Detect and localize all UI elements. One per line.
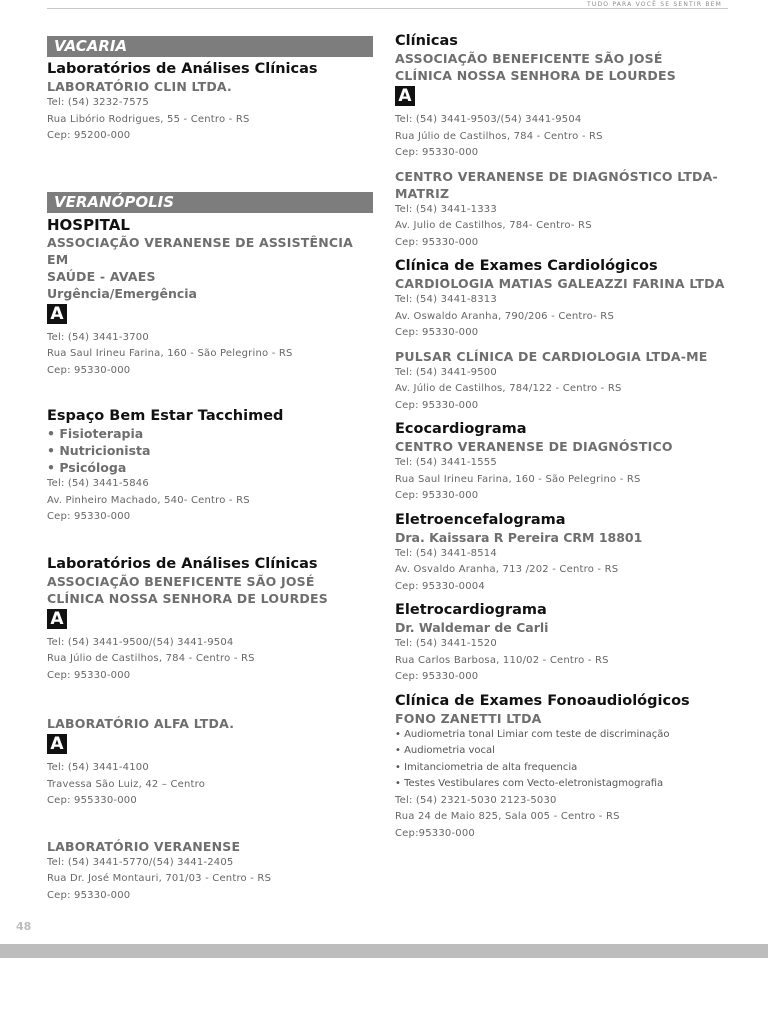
address: Rua Saul Irineu Farina, 160 - São Pelegrino - RS [395, 473, 641, 485]
provider-name: ASSOCIAÇÃO BENEFICENTE SÃO JOSÉ [47, 573, 315, 589]
service-item: • Nutricionista [47, 443, 151, 458]
accreditation-badge-icon: A [47, 734, 67, 754]
address: Av. Júlio de Castilhos, 784/122 - Centro - RS [395, 383, 622, 394]
accreditation-badge-icon: A [47, 609, 67, 629]
provider-name: CARDIOLOGIA MATIAS GALEAZZI FARINA LTDA [395, 276, 725, 291]
service-item: • Psicóloga [47, 460, 127, 475]
address: Rua Júlio de Castilhos, 784 - Centro - RS [47, 653, 255, 664]
cep: Cep: 95330-000 [395, 236, 479, 248]
phone: Tel: (54) 3441-4100 [47, 762, 149, 773]
address: Av. Julio de Castilhos, 784- Centro- RS [395, 220, 592, 231]
accreditation-badge-icon: A [47, 304, 67, 324]
address: Rua Dr. José Montauri, 701/03 - Centro - RS [47, 873, 272, 884]
cep: Cep: 95200-000 [47, 130, 131, 141]
address: Travessa São Luiz, 42 – Centro [47, 778, 206, 790]
phone: Tel: (54) 3441-8514 [395, 547, 497, 559]
address: Av. Osvaldo Aranha, 713 /202 - Centro - RS [395, 564, 619, 575]
cep: Cep: 95330-000 [47, 364, 131, 376]
phone: Tel: (54) 3441-8313 [395, 294, 497, 305]
right-column [395, 32, 731, 842]
phone: Tel: (54) 3441-3700 [47, 331, 149, 343]
header-rule [47, 8, 728, 9]
section-heading: Clínicas [395, 33, 458, 49]
city-banner-veranopolis: VERANÓPOLIS [47, 192, 373, 213]
provider-name: ASSOCIAÇÃO VERANENSE DE ASSISTÊNCIA EM [47, 234, 353, 267]
cep: Cep:95330-000 [395, 827, 475, 839]
page-number: 48 [16, 920, 32, 933]
section-heading: Clínica de Exames Cardiológicos [395, 258, 658, 274]
phone: Tel: (54) 3441-1555 [395, 457, 497, 468]
footer-bar [0, 944, 768, 958]
cep: Cep: 95330-000 [47, 889, 131, 901]
service-item: • Audiometria vocal [395, 745, 495, 756]
provider-name: ASSOCIAÇÃO BENEFICENTE SÃO JOSÉ [395, 51, 663, 66]
service-item: • Audiometria tonal Limiar com teste de discriminação [395, 728, 670, 740]
phone: Tel: (54) 3232-7575 [47, 97, 149, 108]
section-heading: Eletroencefalograma [395, 511, 566, 528]
phone: Tel: (54) 3441-1333 [395, 203, 497, 215]
phone: Tel: (54) 3441-9503/(54) 3441-9504 [395, 114, 582, 125]
provider-name: SAÚDE - AVAES [47, 268, 156, 284]
cep: Cep: 95330-000 [395, 399, 479, 411]
cep: Cep: 95330-000 [395, 490, 479, 501]
header-tagline: TUDO PARA VOCÊ SE SENTIR BEM [581, 1, 722, 8]
service-item: • Fisioterapia [47, 426, 144, 441]
section-heading: HOSPITAL [47, 215, 130, 234]
service-item: • Testes Vestibulares com Vecto-eletronistagmografia [395, 778, 664, 789]
left-column [47, 36, 373, 904]
provider-name: MATRIZ [395, 185, 450, 201]
phone: Tel: (54) 3441-1520 [395, 638, 497, 649]
section-heading: Laboratórios de Análises Clínicas [47, 555, 318, 572]
section-heading: Eletrocardiograma [395, 602, 547, 618]
cep: Cep: 95330-000 [395, 671, 479, 682]
provider-name: CLÍNICA NOSSA SENHORA DE LOURDES [47, 590, 328, 606]
phone: Tel: (54) 3441-9500/(54) 3441-9504 [47, 636, 234, 648]
phone: Tel: (54) 2321-5030 2123-5030 [395, 794, 557, 806]
provider-name: LABORATÓRIO CLIN LTDA. [47, 79, 232, 94]
provider-name: CENTRO VERANENSE DE DIAGNÓSTICO LTDA- [395, 168, 718, 184]
provider-name: LABORATÓRIO VERANENSE [47, 838, 241, 854]
provider-name: CLÍNICA NOSSA SENHORA DE LOURDES [395, 68, 676, 83]
provider-name: PULSAR CLÍNICA DE CARDIOLOGIA LTDA-ME [395, 348, 708, 364]
provider-name: CENTRO VERANENSE DE DIAGNÓSTICO [395, 439, 673, 454]
provider-name: Dr. Waldemar de Carli [395, 620, 549, 635]
cep: Cep: 95330-000 [395, 327, 479, 338]
provider-name: FONO ZANETTI LTDA [395, 710, 542, 726]
city-banner-vacaria: VACARIA [47, 36, 373, 57]
provider-name: Dra. Kaissara R Pereira CRM 18801 [395, 529, 643, 545]
cep: Cep: 95330-000 [47, 511, 131, 522]
cep: Cep: 95330-0004 [395, 580, 485, 592]
accreditation-badge-icon: A [395, 86, 415, 106]
section-heading: Clínica de Exames Fonoaudiológicos [395, 692, 690, 709]
address: Rua Saul Irineu Farina, 160 - São Pelegrino - RS [47, 348, 293, 359]
address: Av. Oswaldo Aranha, 790/206 - Centro- RS [395, 310, 614, 322]
phone: Tel: (54) 3441-5846 [47, 478, 149, 489]
section-heading: Ecocardiograma [395, 421, 527, 437]
cep: Cep: 95330-000 [47, 669, 131, 681]
section-heading: Laboratórios de Análises Clínicas [47, 61, 318, 77]
address: Rua Carlos Barbosa, 110/02 - Centro - RS [395, 654, 609, 666]
address: Rua Libório Rodrigues, 55 - Centro - RS [47, 113, 250, 125]
address: Rua Júlio de Castilhos, 784 - Centro - RS [395, 130, 603, 142]
address: Av. Pinheiro Machado, 540- Centro - RS [47, 494, 250, 506]
address: Rua 24 de Maio 825, Sala 005 - Centro - RS [395, 811, 620, 822]
cep: Cep: 955330-000 [47, 795, 137, 806]
service-item: • Imitanciometria de alta frequencia [395, 761, 578, 773]
phone: Tel: (54) 3441-5770/(54) 3441-2405 [47, 856, 234, 868]
provider-name: LABORATÓRIO ALFA LTDA. [47, 716, 235, 731]
phone: Tel: (54) 3441-9500 [395, 366, 497, 378]
cep: Cep: 95330-000 [395, 147, 479, 158]
section-heading: Espaço Bem Estar Tacchimed [47, 408, 284, 424]
service-label: Urgência/Emergência [47, 285, 197, 301]
